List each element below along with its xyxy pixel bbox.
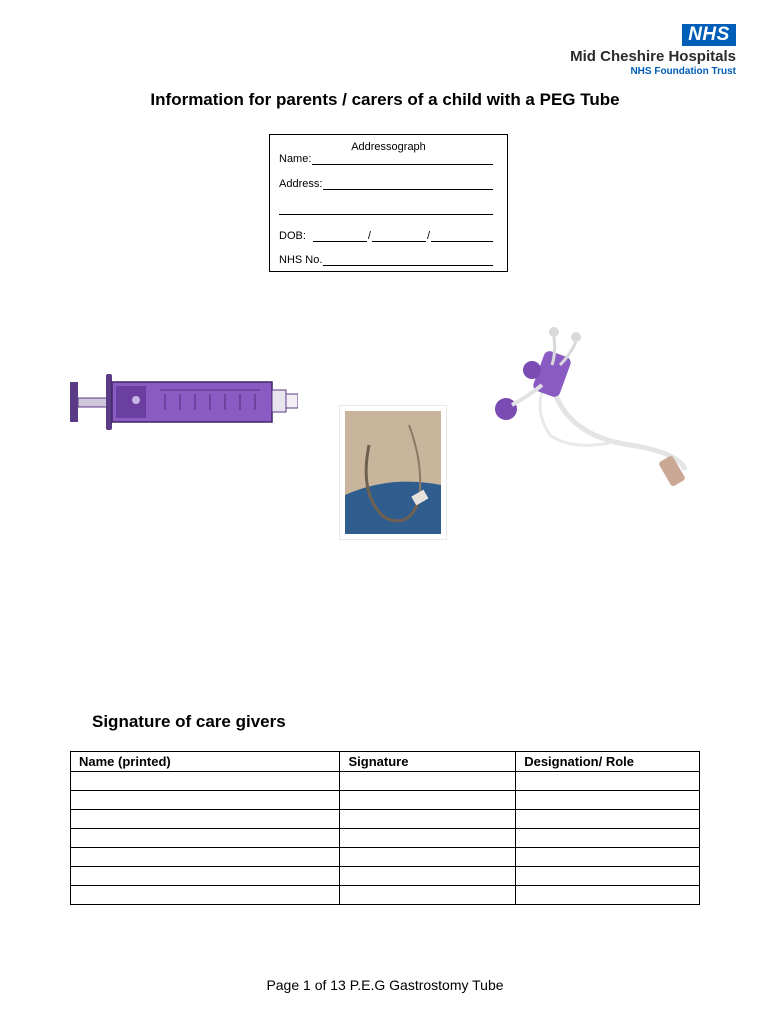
nhs-row	[279, 254, 493, 266]
designation-cell[interactable]	[516, 810, 700, 829]
peg-tube-photo	[339, 405, 447, 540]
dob-month-field[interactable]	[372, 230, 426, 242]
dob-row	[279, 230, 493, 242]
name-cell[interactable]	[71, 867, 340, 886]
address-field-2[interactable]	[279, 203, 493, 215]
name-field[interactable]	[312, 153, 493, 165]
designation-cell[interactable]	[516, 829, 700, 848]
table-row	[71, 829, 700, 848]
designation-cell[interactable]	[516, 791, 700, 810]
syringe-image	[70, 372, 298, 432]
address-label: Address:	[279, 178, 323, 190]
page-footer: Page 1 of 13 P.E.G Gastrostomy Tube	[266, 977, 504, 993]
table-row	[71, 886, 700, 905]
dob-label: DOB:	[279, 230, 306, 242]
signature-cell[interactable]	[340, 867, 516, 886]
signature-cell[interactable]	[340, 886, 516, 905]
name-row	[279, 153, 493, 165]
signature-cell[interactable]	[340, 829, 516, 848]
dob-day-field[interactable]	[313, 230, 367, 242]
designation-cell[interactable]	[516, 772, 700, 791]
address-field[interactable]	[323, 178, 493, 190]
name-cell[interactable]	[71, 886, 340, 905]
table-header-row	[71, 752, 700, 772]
signature-table	[70, 751, 700, 905]
org-trust: NHS Foundation Trust	[630, 66, 736, 77]
signature-heading: Signature of care givers	[92, 712, 286, 731]
signature-cell[interactable]	[340, 772, 516, 791]
table-row	[71, 848, 700, 867]
nhs-badge: NHS	[682, 24, 736, 46]
dob-year-field[interactable]	[431, 230, 493, 242]
dob-separator: /	[426, 230, 431, 242]
nhs-logo	[566, 24, 736, 76]
name-label: Name:	[279, 153, 312, 165]
table-row	[71, 772, 700, 791]
table-row	[71, 867, 700, 886]
dob-separator: /	[367, 230, 371, 242]
table-row	[71, 791, 700, 810]
address-row-2	[279, 203, 493, 215]
table-row	[71, 810, 700, 829]
addressograph-heading: Addressograph	[351, 141, 426, 153]
designation-cell[interactable]	[516, 867, 700, 886]
signature-cell[interactable]	[340, 791, 516, 810]
name-cell[interactable]	[71, 848, 340, 867]
column-header-designation: Designation/ Role	[516, 752, 700, 772]
extension-set-image	[490, 325, 698, 495]
signature-cell[interactable]	[340, 810, 516, 829]
designation-cell[interactable]	[516, 848, 700, 867]
designation-cell[interactable]	[516, 886, 700, 905]
nhs-number-field[interactable]	[323, 254, 493, 266]
org-name: Mid Cheshire Hospitals	[570, 48, 736, 65]
column-header-signature: Signature	[340, 752, 516, 772]
name-cell[interactable]	[71, 791, 340, 810]
addressograph-box	[269, 134, 508, 272]
name-cell[interactable]	[71, 772, 340, 791]
column-header-name: Name (printed)	[71, 752, 340, 772]
address-row	[279, 178, 493, 190]
name-cell[interactable]	[71, 810, 340, 829]
name-cell[interactable]	[71, 829, 340, 848]
nhs-number-label: NHS No.	[279, 254, 323, 266]
signature-cell[interactable]	[340, 848, 516, 867]
document-title: Information for parents / carers of a child with a PEG Tube	[150, 90, 620, 109]
